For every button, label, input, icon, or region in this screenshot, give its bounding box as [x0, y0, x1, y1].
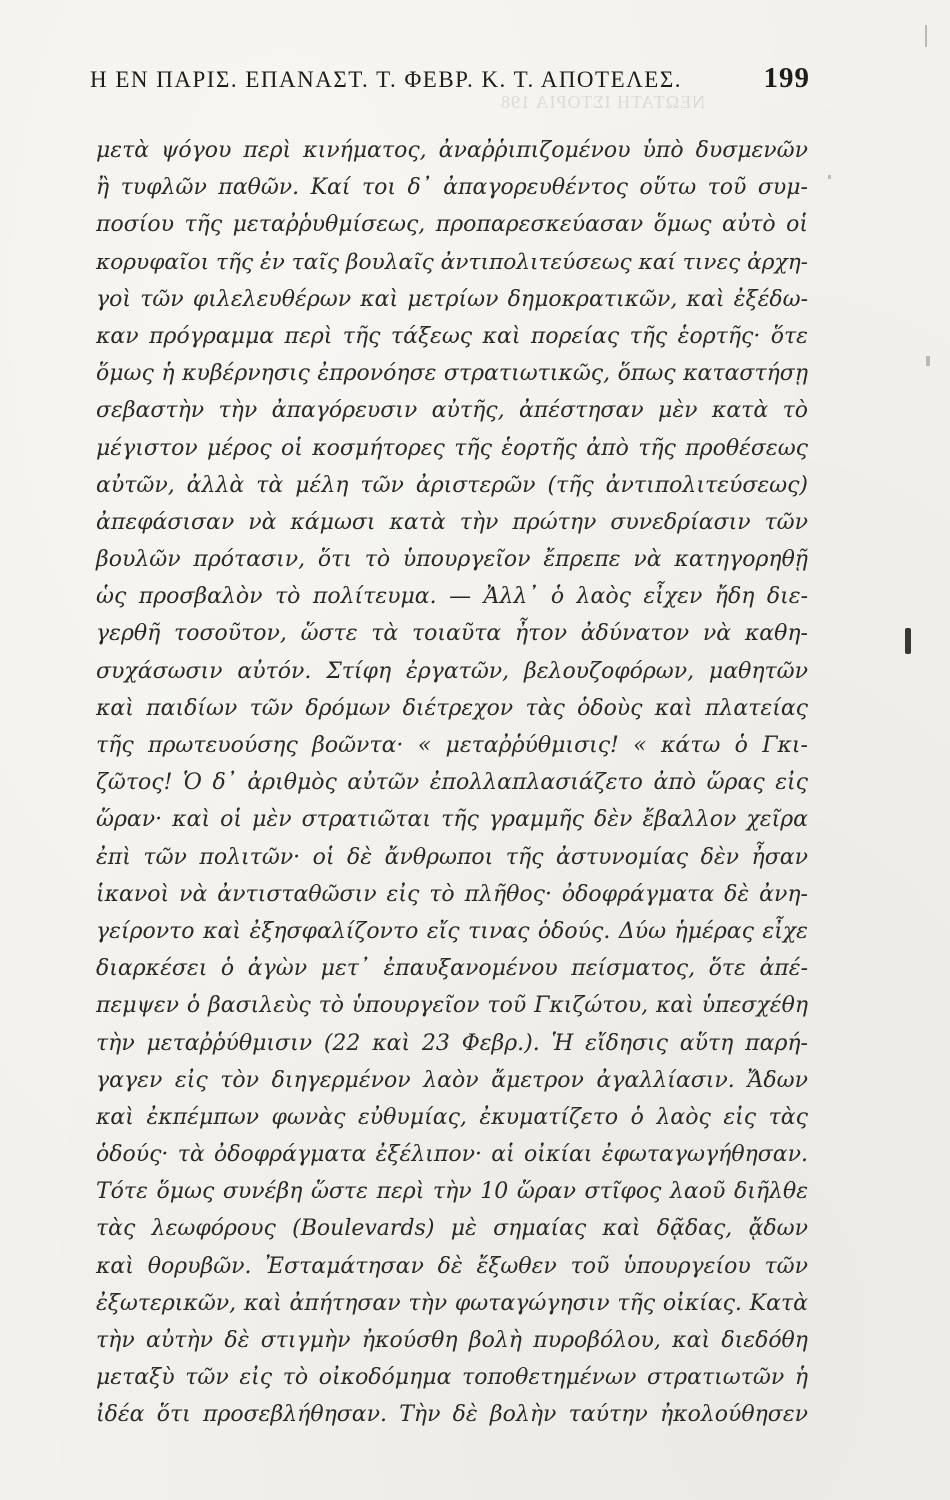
text-line: μέγιστον μέρος οἱ κοσμήτορες τῆς ἑορτῆς ἀπὸ τῆς προθέσεως — [96, 435, 808, 461]
text-line: ἐξωτερικῶν, καὶ ἀπήτησαν τὴν φωταγώγησιν τῆς οἰκίας. Κατὰ — [96, 1290, 808, 1316]
bleed-through-text: ΝΕΩΤΑΤΗ ΙΣΤΟΡΙΑ 198 — [500, 92, 706, 112]
text-line: ὥραν· καὶ οἱ μὲν στρατιῶται τῆς γραμμῆς δὲν ἔβαλλον χεῖρα — [96, 807, 808, 833]
text-line: ποσίου τῆς μεταῤῥυθμίσεως, προπαρεσκεύασαν ὅμως αὐτὸ οἱ — [96, 212, 808, 238]
text-line: ἱκανοὶ νὰ ἀντισταθῶσιν εἰς τὸ πλῆθος· ὀδοφράγματα δὲ ἀνη- — [96, 881, 808, 907]
body-text — [96, 132, 808, 1434]
text-line: γοὶ τῶν φιλελευθέρων καὶ μετρίων δημοκρατικῶν, καὶ ἐξέδω- — [96, 286, 808, 312]
text-line: τὰς λεωφόρους (Boulevards) μὲ σημαίας καὶ δᾷδας, ᾄδων — [96, 1216, 808, 1242]
text-line: βουλῶν πρότασιν, ὅτι τὸ ὑπουργεῖον ἔπρεπε νὰ κατηγορηθῇ — [96, 547, 808, 573]
text-line: ἰδέα ὅτι προσεβλήθησαν. Τὴν δὲ βολὴν ταύτην ἠκολούθησεν — [96, 1402, 808, 1428]
text-line: καν πρόγραμμα περὶ τῆς τάξεως καὶ πορείας τῆς ἑορτῆς· ὅτε — [96, 323, 808, 349]
text-line: μεταξὺ τῶν εἰς τὸ οἰκοδόμημα τοποθετημένων στρατιωτῶν ἡ — [96, 1365, 808, 1391]
page-header — [90, 62, 810, 106]
text-line: ὅμως ἡ κυβέρνησις ἐπρονόησε στρατιωτικῶς, ὅπως καταστήσῃ — [96, 361, 808, 387]
margin-speck — [926, 356, 930, 366]
text-line: διαρκέσει ὁ ἀγὼν μετ᾽ ἐπαυξανομένου πείσματος, ὅτε ἀπέ- — [96, 956, 808, 982]
text-line: ὡς προσβαλὸν τὸ πολίτευμα. — Ἀλλ᾽ ὁ λαὸς εἶχεν ἤδη διε- — [96, 584, 808, 610]
text-line: ὁδούς· τὰ ὀδοφράγματα ἐξέλιπον· αἱ οἰκίαι ἐφωταγωγήθησαν. — [96, 1142, 808, 1168]
text-line: Τότε ὅμως συνέβη ὥστε περὶ τὴν 10 ὥραν στῖφος λαοῦ διῆλθε — [96, 1179, 808, 1205]
text-line: τῆς πρωτευούσης βοῶντα· « μεταῤῥύθμισις! « κάτω ὁ Γκι- — [96, 733, 808, 758]
text-line: ζῶτος! Ὁ δ᾽ ἀριθμὸς αὐτῶν ἐπολλαπλασιάζετο ἀπὸ ὥρας εἰς — [96, 770, 808, 796]
text-line: σεβαστὴν τὴν ἀπαγόρευσιν αὐτῆς, ἀπέστησαν μὲν κατὰ τὸ — [96, 398, 808, 424]
text-line: ἀπεφάσισαν νὰ κάμωσι κατὰ τὴν πρώτην συνεδρίασιν τῶν — [96, 509, 808, 535]
text-line: ἢ τυφλῶν παθῶν. Καί τοι δ᾽ ἀπαγορευθέντος οὕτω τοῦ συμ- — [96, 175, 808, 201]
text-line: γερθῆ τοσοῦτον, ὥστε τὰ τοιαῦτα ἦτον ἀδύνατον νὰ καθη- — [96, 621, 808, 647]
text-line: γαγεν εἰς τὸν διηγερμένον λαὸν ἄμετρον ἀγαλλίασιν. Ἄδων — [96, 1067, 808, 1093]
text-line: αὐτῶν, ἀλλὰ τὰ μέλη τῶν ἀριστερῶν (τῆς ἀντιπολιτεύσεως) — [96, 472, 808, 498]
margin-ink-mark — [905, 628, 911, 654]
running-head: Η ΕΝ ΠΑΡΙΣ. ΕΠΑΝΑΣΤ. Τ. ΦΕΒΡ. Κ. Τ. ΑΠΟΤΕΛΕΣ. — [90, 67, 682, 92]
page-number: 199 — [763, 62, 810, 94]
text-line: καὶ παιδίων τῶν δρόμων διέτρεχον τὰς ὁδοὺς καὶ πλατείας — [96, 695, 808, 721]
text-line: καὶ ἐκπέμπων φωνὰς εὐθυμίας, ἐκυματίζετο ὁ λαὸς εἰς τὰς — [96, 1104, 808, 1130]
text-line: μετὰ ψόγου περὶ κινήματος, ἀναῤῥιπιζομένου ὑπὸ δυσμενῶν — [96, 138, 808, 163]
text-line: κορυφαῖοι τῆς ἐν ταῖς βουλαῖς ἀντιπολιτεύσεως καί τινες ἀρχη- — [96, 249, 809, 275]
text-line: γείροντο καὶ ἐξησφαλίζοντο εἴς τινας ὁδούς. Δύω ἡμέρας εἶχε — [96, 918, 808, 944]
text-line: συχάσωσιν αὐτόν. Στίφη ἐργατῶν, βελουζοφόρων, μαθητῶν — [96, 658, 808, 684]
text-line: τὴν αὐτὴν δὲ στιγμὴν ἠκούσθη βολὴ πυροβόλου, καὶ διεδόθη — [96, 1328, 808, 1353]
margin-speck — [925, 25, 927, 47]
text-line: καὶ θορυβῶν. Ἐσταμάτησαν δὲ ἔξωθεν τοῦ ὑπουργείου τῶν — [96, 1253, 808, 1279]
text-line: τὴν μεταῤῥύθμισιν (22 καὶ 23 Φεβρ.). Ἡ εἴδησις αὕτη παρή- — [96, 1030, 808, 1056]
margin-speck — [828, 175, 831, 179]
text-line: ἐπὶ τῶν πολιτῶν· οἱ δὲ ἄνθρωποι τῆς ἀστυνομίας δὲν ἦσαν — [96, 844, 808, 870]
text-line: πεμψεν ὁ βασιλεὺς τὸ ὑπουργεῖον τοῦ Γκιζώτου, καὶ ὑπεσχέθη — [96, 993, 808, 1019]
